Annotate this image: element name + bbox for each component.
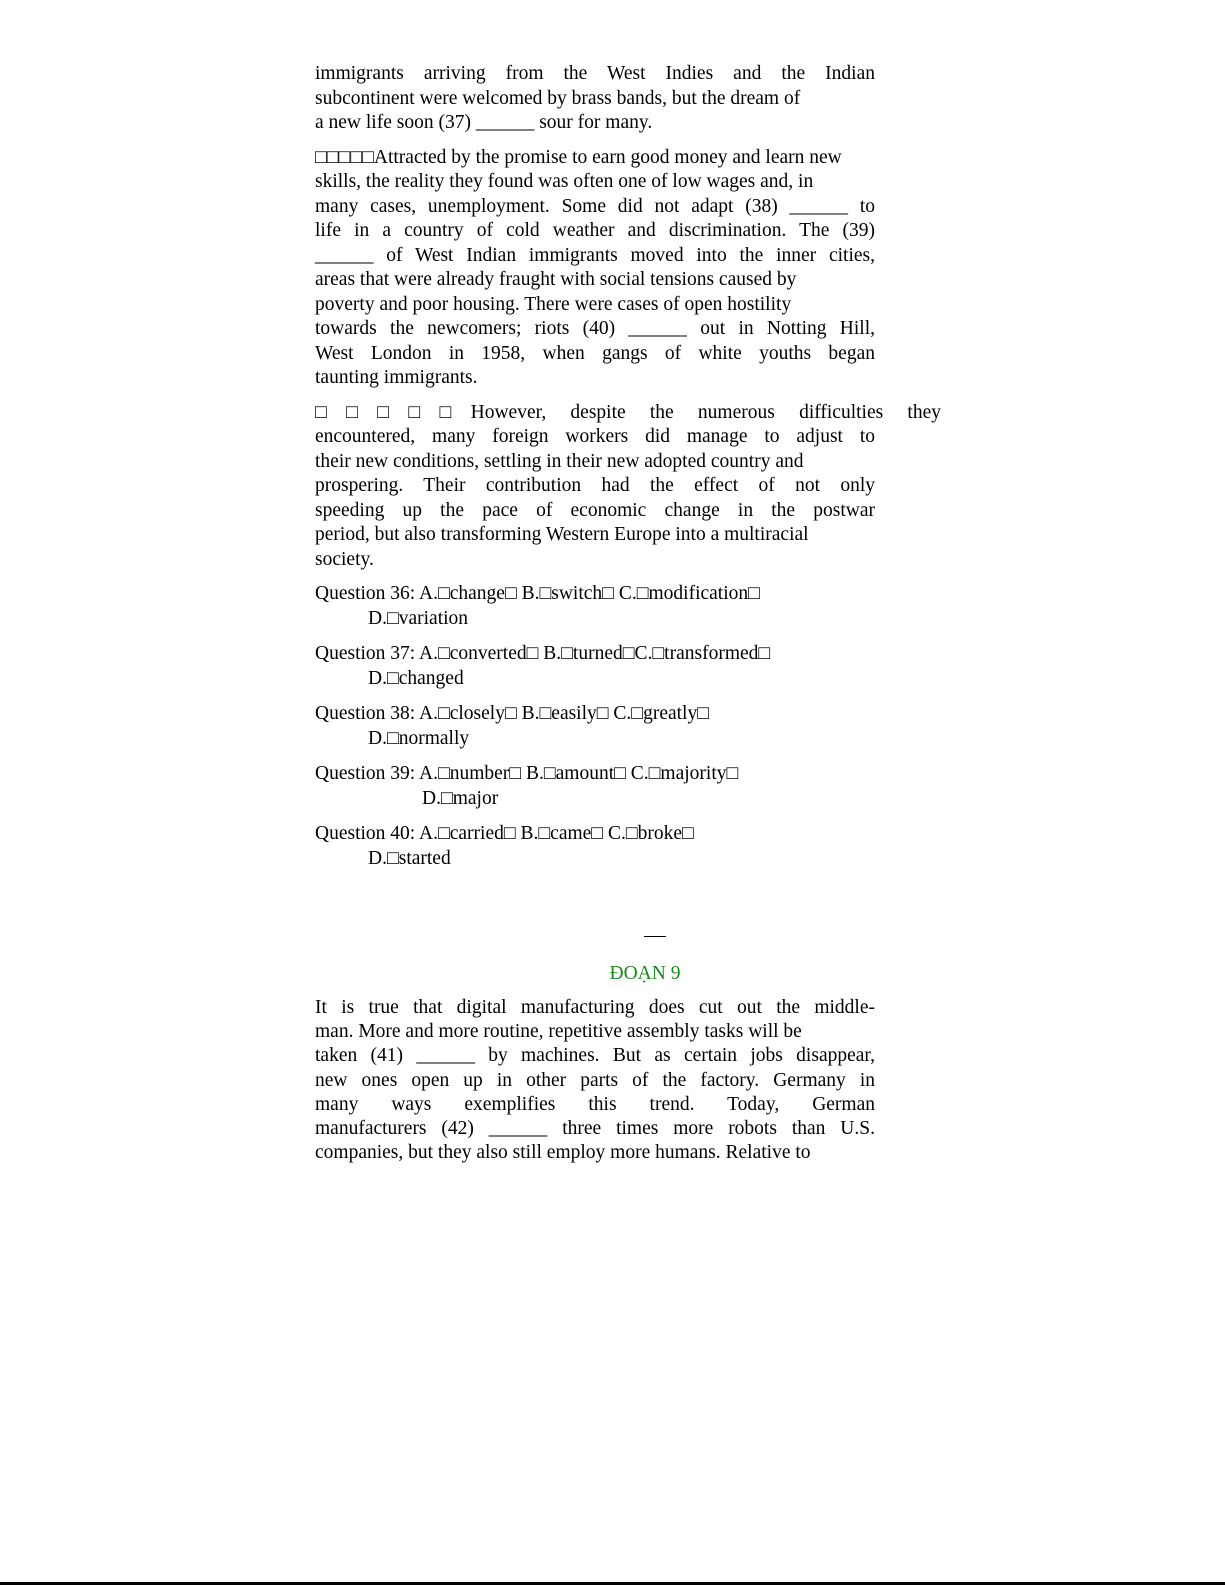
question-options: Question 36: A.□change□ B.□switch□ C.□modification□ — [315, 583, 760, 604]
question-options: Question 38: A.□closely□ B.□easily□ C.□greatly□ — [315, 703, 709, 724]
question-options: Question 40: A.□carried□ B.□came□ C.□broke□ — [315, 823, 694, 844]
text-line: manufacturers (42) ______ three times more robots than U.S. — [315, 1118, 875, 1140]
text-line: poverty and poor housing. There were cases of open hostility — [315, 293, 792, 315]
question-39 — [315, 762, 875, 811]
paragraph-3 — [315, 401, 941, 573]
text-line: ______ of West Indian immigrants moved into the inner cities, — [315, 244, 875, 266]
question-option-d: D.□changed — [368, 667, 464, 689]
text-line: society. — [315, 548, 374, 570]
question-options: Question 37: A.□converted□ B.□turned□C.□transformed□ — [315, 643, 771, 664]
text-line: towards the newcomers; riots (40) ______ out in Notting Hill, — [315, 318, 875, 339]
text-line: their new conditions, settling in their new adopted country and — [315, 450, 804, 472]
text-line: encountered, many foreign workers did manage to adjust to — [315, 426, 875, 447]
question-option-d: D.□variation — [368, 607, 469, 629]
text-line: prospering. Their contribution had the effect of not only — [315, 475, 875, 496]
question-option-d: D.□normally — [368, 727, 470, 749]
text-line: taunting immigrants. — [315, 367, 478, 388]
text-line: man. More and more routine, repetitive assembly tasks will be — [315, 1021, 802, 1043]
text-line: □□□□□However, despite the numerous difficulties they — [315, 401, 941, 423]
paragraph-1 — [315, 62, 875, 136]
text-line: many cases, unemployment. Some did not adapt (38) ______ to — [315, 195, 875, 217]
passage-9 — [315, 996, 875, 1165]
paragraph-2 — [315, 146, 875, 391]
text-line: life in a country of cold weather and discrimination. The (39) — [315, 220, 875, 241]
question-37 — [315, 642, 875, 691]
question-option-d: D.□major — [422, 787, 499, 809]
question-option-d: D.□started — [368, 847, 451, 869]
passage-8 — [315, 62, 941, 882]
text-line: areas that were already fraught with social tensions caused by — [315, 269, 797, 290]
text-line: subcontinent were welcomed by brass bands, but the dream of — [315, 87, 801, 109]
question-36 — [315, 582, 875, 631]
section-title: ĐOẠN 9 — [609, 963, 681, 984]
question-options: Question 39: A.□number□ B.□amount□ C.□majority□ — [315, 763, 739, 784]
text-line: a new life soon (37) ______ sour for many. — [315, 112, 653, 133]
text-line: new ones open up in other parts of the factory. Germany in — [315, 1069, 875, 1091]
text-line: □□□□□Attracted by the promise to earn good money and learn new — [315, 146, 842, 168]
text-line: It is true that digital manufacturing does cut out the middle- — [315, 997, 875, 1018]
text-line: many ways exemplifies this trend. Today, German — [315, 1093, 875, 1115]
text-line: period, but also transforming Western Europe into a multiracial — [315, 524, 809, 545]
text-line: companies, but they also still employ more humans. Relative to — [315, 1142, 811, 1164]
text-line: speeding up the pace of economic change in the postwar — [315, 499, 875, 521]
text-line: immigrants arriving from the West Indies and the Indian — [315, 63, 875, 84]
text-line: skills, the reality they found was often one of low wages and, in — [315, 171, 814, 192]
question-38 — [315, 702, 875, 751]
section-divider — [644, 936, 666, 937]
text-line: West London in 1958, when gangs of white youths began — [315, 342, 875, 364]
question-40 — [315, 822, 875, 871]
text-line: taken (41) ______ by machines. But as certain jobs disappear, — [315, 1045, 875, 1067]
